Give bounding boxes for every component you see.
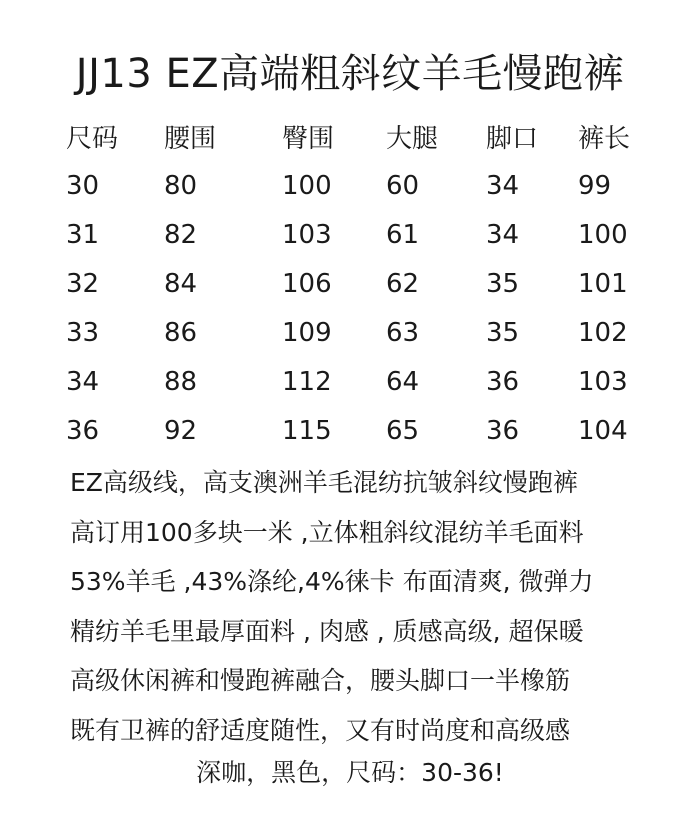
table-cell: 31 (66, 219, 100, 250)
table-row (66, 406, 638, 455)
table-cell: 80 (164, 170, 198, 201)
size-table (66, 112, 638, 455)
table-cell: 32 (66, 268, 100, 299)
description-line: 精纺羊毛里最厚面料 , 肉感 , 质感高级, 超保暖 (70, 616, 584, 646)
table-cell: 82 (164, 219, 198, 250)
table-cell: 100 (578, 219, 628, 250)
description-line: 高订用100多块一米 ,立体粗斜纹混纺羊毛面料 (70, 517, 584, 547)
table-row (66, 161, 638, 210)
table-cell: 100 (282, 170, 332, 201)
table-cell: 35 (486, 317, 520, 348)
table-cell: 30 (66, 170, 100, 201)
table-row (66, 210, 638, 259)
product-description (70, 458, 680, 755)
table-row (66, 259, 638, 308)
table-cell: 33 (66, 317, 100, 348)
page-title: JJ13 EZ高端粗斜纹羊毛慢跑裤 (75, 51, 625, 97)
table-cell: 103 (282, 219, 332, 250)
description-line: 高级休闲裤和慢跑裤融合，腰头脚口一半橡筋 (70, 666, 571, 695)
table-cell: 34 (486, 170, 520, 201)
table-cell: 92 (164, 415, 198, 446)
header-leg-opening: 脚口 (486, 124, 539, 154)
table-cell: 63 (386, 317, 420, 348)
table-row (66, 357, 638, 406)
description-line: EZ高级线，高支澳洲羊毛混纺抗皱斜纹慢跑裤 (70, 468, 578, 497)
table-cell: 62 (386, 268, 420, 299)
table-cell: 88 (164, 366, 198, 397)
header-thigh: 大腿 (386, 124, 439, 154)
header-waist: 腰围 (164, 124, 217, 154)
table-cell: 61 (386, 219, 420, 250)
table-cell: 65 (386, 415, 420, 446)
colors-and-sizes: 深咖，黑色，尺码：30-36! (196, 758, 504, 787)
header-length: 裤长 (578, 124, 631, 154)
table-cell: 34 (486, 219, 520, 250)
description-line: 既有卫裤的舒适度随性，又有时尚度和高级感 (70, 715, 571, 745)
table-cell: 64 (386, 366, 420, 397)
table-row (66, 308, 638, 357)
table-cell: 34 (66, 366, 100, 397)
table-cell: 99 (578, 170, 612, 201)
table-cell: 36 (66, 415, 100, 446)
header-hip: 臀围 (282, 124, 335, 154)
table-cell: 106 (282, 268, 332, 299)
size-table-header-row (66, 112, 638, 161)
table-cell: 103 (578, 366, 628, 397)
table-cell: 36 (486, 366, 520, 397)
table-cell: 35 (486, 268, 520, 299)
description-line: 53%羊毛 ,43%涤纶,4%徕卡 布面清爽, 微弹力 (70, 567, 594, 596)
table-cell: 36 (486, 415, 520, 446)
table-cell: 109 (282, 317, 332, 348)
table-cell: 102 (578, 317, 628, 348)
table-cell: 86 (164, 317, 198, 348)
table-cell: 104 (578, 415, 628, 446)
table-cell: 60 (386, 170, 420, 201)
table-cell: 112 (282, 366, 332, 397)
table-cell: 115 (282, 415, 332, 446)
table-cell: 101 (578, 268, 628, 299)
header-size: 尺码 (66, 124, 119, 154)
table-cell: 84 (164, 268, 198, 299)
